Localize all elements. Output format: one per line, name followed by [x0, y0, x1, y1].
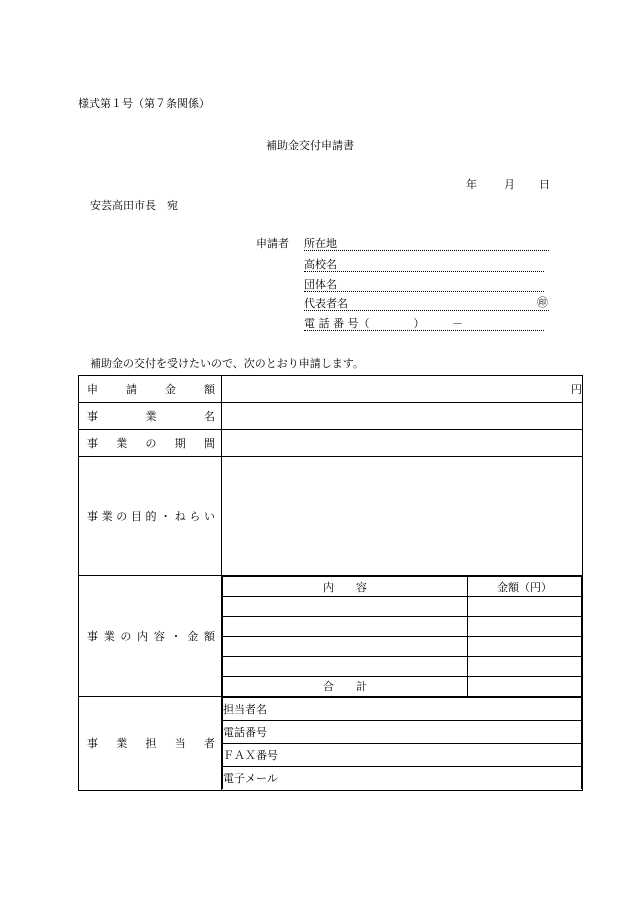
content-label-cell	[79, 576, 222, 697]
group-label: 団体名	[304, 278, 337, 291]
content-row-field[interactable]	[223, 597, 468, 617]
content-row-field[interactable]	[223, 657, 468, 677]
project-name-label: 事 業 名	[87, 410, 215, 423]
phone-label: 電 話 番 号（ ） －	[304, 317, 463, 330]
date-month: 月	[504, 178, 515, 191]
contact-grid-cell	[222, 696, 583, 790]
amount-label: 申 請 金 額	[87, 383, 215, 396]
project-name-field[interactable]	[222, 403, 583, 430]
content-amount-field[interactable]	[468, 617, 582, 637]
applicant-label: 申請者	[256, 237, 289, 250]
addressee: 安芸高田市長 宛	[90, 199, 178, 212]
amount-label-cell	[79, 376, 222, 403]
seal-mark: ㊞	[537, 296, 548, 309]
phone-line[interactable]	[304, 330, 544, 331]
address-label: 所在地	[304, 237, 337, 250]
total-amount-field[interactable]	[468, 677, 582, 696]
date-year: 年	[466, 178, 477, 191]
purpose-label-cell	[79, 457, 222, 576]
project-name-label-cell	[79, 403, 222, 430]
page-title: 補助金交付申請書	[266, 139, 354, 152]
school-line[interactable]	[304, 271, 544, 272]
total-label: 合 計	[223, 677, 468, 696]
amount-unit: 円	[571, 383, 582, 396]
contact-phone-field[interactable]: 電話番号	[223, 721, 582, 744]
date-day: 日	[539, 178, 550, 191]
content-grid	[222, 576, 582, 696]
contact-email-field[interactable]: 電子メール	[223, 767, 582, 790]
content-label: 事 業 の 内 容 ・ 金 額	[87, 629, 215, 643]
period-label: 事 業 の 期 間	[87, 437, 215, 450]
period-label-cell	[79, 430, 222, 457]
form-number: 様式第１号（第７条関係）	[78, 97, 210, 110]
contact-label: 事 業 担 当 者	[87, 737, 215, 750]
content-grid-cell	[222, 576, 583, 697]
contact-label-cell	[79, 696, 222, 790]
application-table	[78, 375, 583, 791]
contact-grid	[222, 697, 582, 789]
content-row-field[interactable]	[223, 617, 468, 637]
period-field[interactable]	[222, 430, 583, 457]
content-amount-field[interactable]	[468, 637, 582, 657]
contact-fax-field[interactable]: ＦＡＸ番号	[223, 744, 582, 767]
content-amount-field[interactable]	[468, 597, 582, 617]
amount-header: 金額（円）	[468, 577, 582, 597]
contact-person-field[interactable]: 担当者名	[223, 698, 582, 721]
purpose-label: 事 業 の 目 的 ・ ね ら い	[87, 510, 215, 523]
content-amount-field[interactable]	[468, 657, 582, 677]
representative-line[interactable]	[304, 310, 549, 311]
intro-text: 補助金の交付を受けたいので、次のとおり申請します。	[90, 357, 364, 370]
address-line[interactable]	[304, 250, 549, 251]
amount-field[interactable]	[222, 376, 583, 403]
representative-label: 代表者名	[304, 297, 348, 310]
purpose-field[interactable]	[222, 457, 583, 576]
content-row-field[interactable]	[223, 637, 468, 657]
school-label: 高校名	[304, 258, 337, 271]
content-header: 内 容	[223, 577, 468, 597]
group-line[interactable]	[304, 291, 544, 292]
